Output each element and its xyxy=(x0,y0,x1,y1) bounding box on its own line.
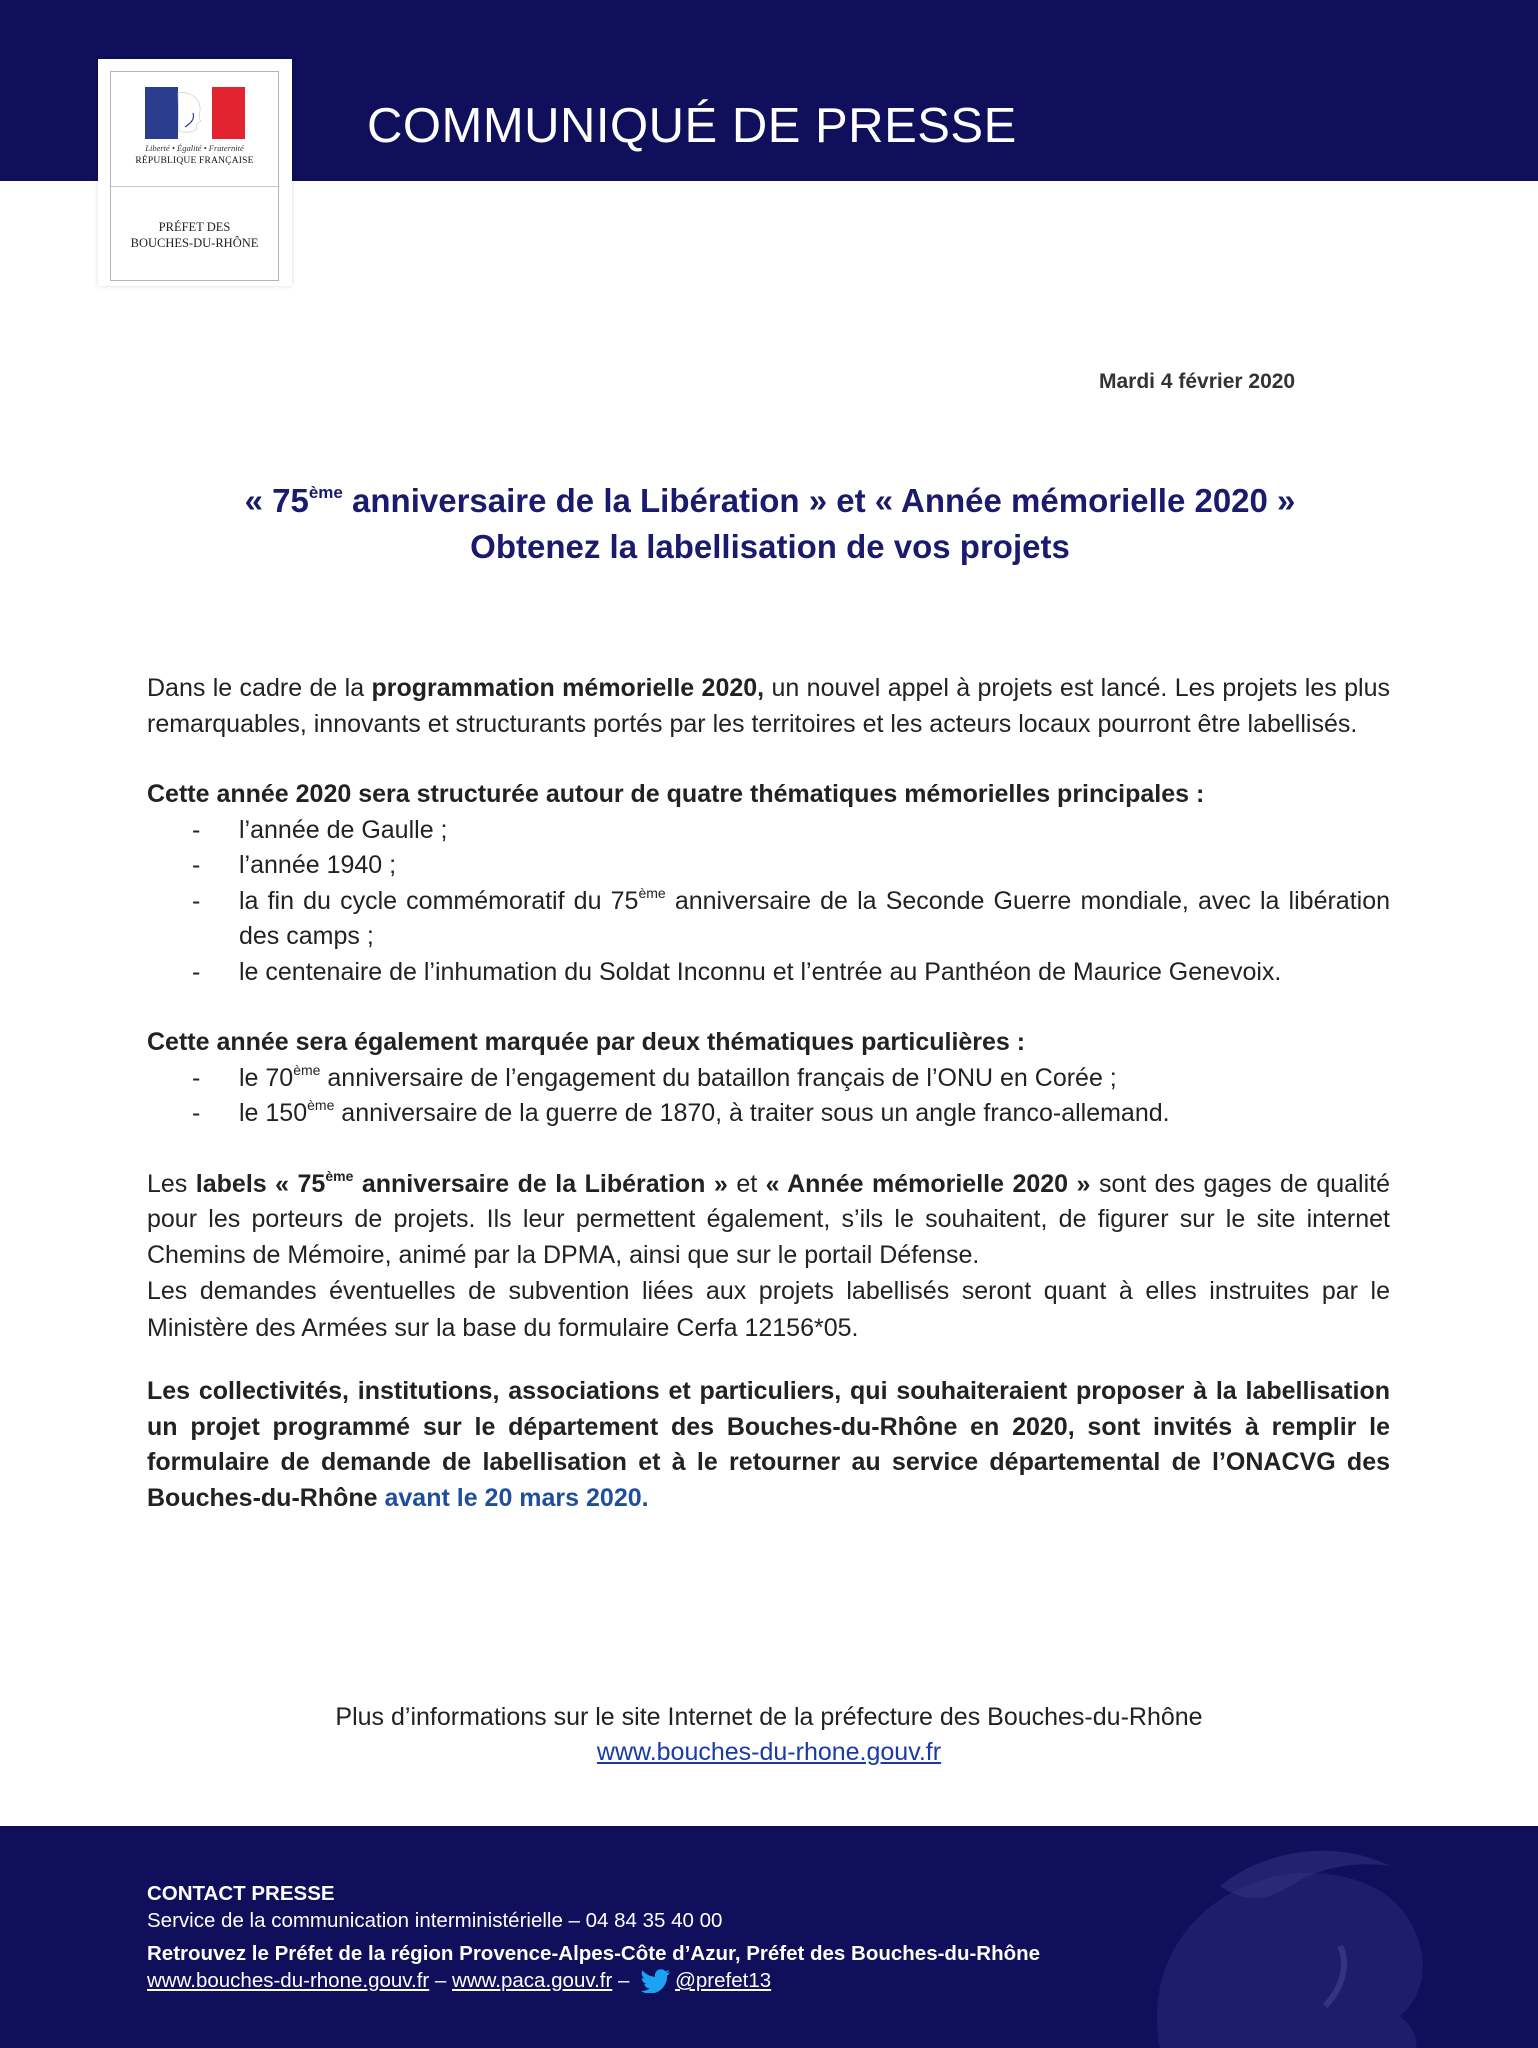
text-run-bold xyxy=(195,1167,728,1198)
list-item-text: l’année de Gaulle ; xyxy=(239,815,448,844)
twitter-bird-icon[interactable] xyxy=(641,1969,671,1993)
list-dash: - xyxy=(192,851,201,879)
text-run: sont des gages de qualité pour les porteurs de projets. Ils leur permettent également, s’ils le souhaitent, de figurer sur le site internet Chemins de Mémoire, animé par la DPMA, ainsi que sur le portail Défense. xyxy=(147,1169,1390,1269)
logo-frame xyxy=(110,71,279,281)
subvention-paragraph: Les demandes éventuelles de subvention liées aux projets labellisés seront quant à elles instruites par le Ministère des Armées sur la base du formulaire Cerfa 12156*05. xyxy=(147,1277,1390,1342)
press-release-body xyxy=(147,671,1390,1516)
list-item-text: l’année 1940 ; xyxy=(239,851,397,879)
more-info xyxy=(0,1700,1538,1770)
text-run: anniversaire de la Libération » xyxy=(353,1169,728,1198)
superscript: ème xyxy=(307,1097,335,1113)
prefet-label xyxy=(111,219,278,251)
link-separator: – xyxy=(429,1969,453,1992)
list-item-text: le centenaire de l’inhumation du Soldat Inconnu et l’entrée au Panthéon de Maurice Genevoix. xyxy=(239,957,1282,986)
text-run: Dans le cadre de la xyxy=(147,674,372,702)
list-item xyxy=(147,1096,1390,1132)
particular-list xyxy=(147,1061,1390,1132)
prefecture-website-link[interactable]: www.bouches-du-rhone.gouv.fr xyxy=(596,1738,942,1766)
retrouvez-line: Retrouvez le Préfet de la région Provence-Alpes-Côte d’Azur, Préfet des Bouches-du-Rhône xyxy=(147,1942,1041,1965)
text-run-bold: programmation mémorielle 2020, xyxy=(371,674,765,702)
list-item xyxy=(147,848,1390,884)
twitter-handle-link[interactable]: @prefet13 xyxy=(675,1969,772,1992)
link-separator: – xyxy=(612,1969,636,1992)
prefet-line-2: BOUCHES-DU-RHÔNE xyxy=(130,236,259,250)
list-item xyxy=(147,884,1390,955)
deadline-text: avant le 20 mars 2020. xyxy=(377,1483,649,1512)
text-run-bold: « Année mémorielle 2020 » xyxy=(765,1169,1091,1198)
logo-divider xyxy=(111,186,278,187)
text-run: Les xyxy=(147,1169,196,1198)
themes-heading xyxy=(147,777,1390,813)
list-item-text: anniversaire de la Seconde Guerre mondiale, avec la libération des camps ; xyxy=(239,886,1391,950)
list-dash: - xyxy=(192,886,201,915)
labels-paragraph xyxy=(147,1167,1390,1274)
list-dash: - xyxy=(192,1099,201,1127)
republic-motto: Liberté • Égalité • Fraternité xyxy=(145,143,244,153)
title-superscript: ème xyxy=(308,483,343,502)
superscript: ème xyxy=(293,1061,321,1078)
title-text: « 75 xyxy=(244,482,309,519)
list-item-text: la fin du cycle commémoratif du 75 xyxy=(239,886,639,915)
particular-heading xyxy=(147,1025,1390,1061)
text-run: un nouvel appel à projets est lancé. Les projets les plus remarquables, innovants et structurants portés par les territoires et les acteurs locaux pourront être labellisés. xyxy=(147,674,1390,738)
list-item xyxy=(147,1061,1390,1097)
superscript: ème xyxy=(325,1167,354,1184)
bouches-du-rhone-link[interactable]: www.bouches-du-rhone.gouv.fr xyxy=(147,1969,430,1992)
text-run: et xyxy=(727,1169,766,1198)
paca-link[interactable]: www.paca.gouv.fr xyxy=(452,1969,613,1992)
republic-logo-card xyxy=(98,59,292,286)
page-header-title: COMMUNIQUÉ DE PRESSE xyxy=(367,99,1017,153)
press-release-title xyxy=(140,478,1400,570)
list-dash: - xyxy=(192,1063,201,1092)
marianne-watermark-icon xyxy=(1040,1826,1460,2048)
list-dash: - xyxy=(192,957,201,986)
list-item-text: anniversaire de la guerre de 1870, à traiter sous un angle franco-allemand. xyxy=(334,1099,1170,1127)
list-item-text: anniversaire de l’engagement du bataillon français de l’ONU en Corée ; xyxy=(320,1063,1117,1092)
marianne-flag-icon xyxy=(145,87,245,139)
themes-list xyxy=(147,813,1390,991)
contact-line: Service de la communication interministérielle – 04 84 35 40 00 xyxy=(147,1909,723,1932)
text-run: labels « 75 xyxy=(195,1169,326,1198)
press-contact xyxy=(147,1880,1040,1994)
superscript: ème xyxy=(638,884,666,901)
list-item-text: le 70 xyxy=(239,1063,294,1092)
more-info-text: Plus d’informations sur le site Internet de la préfecture des Bouches-du-Rhône xyxy=(335,1703,1203,1731)
footer-links xyxy=(147,1967,1040,1994)
list-item xyxy=(147,813,1390,849)
list-dash: - xyxy=(192,815,201,844)
list-item-text: le 150 xyxy=(239,1099,308,1127)
release-date: Mardi 4 février 2020 xyxy=(1099,370,1296,393)
text-run-bold: Les collectivités, institutions, associations et particuliers, qui souhaiteraient proposer à la labellisation un projet programmé sur le département des Bouches-du-Rhône en 2020, sont invités à remplir le formulaire de demande de labellisation et à le retourner au service départemental de l’ONACVG des Bouches-du-Rhône xyxy=(147,1377,1390,1512)
intro-paragraph xyxy=(147,671,1390,742)
text-run-bold: Cette année 2020 sera structurée autour de quatre thématiques mémorielles principales : xyxy=(147,780,1205,808)
prefet-line-1: PRÉFET DES xyxy=(158,220,231,234)
list-item xyxy=(147,955,1390,991)
title-text: anniversaire de la Libération » et « Année mémorielle 2020 » xyxy=(342,482,1296,519)
contact-heading: CONTACT PRESSE xyxy=(147,1882,335,1905)
call-paragraph xyxy=(147,1374,1390,1516)
title-line-1 xyxy=(140,478,1400,524)
text-run-bold: Cette année sera également marquée par deux thématiques particulières : xyxy=(147,1028,1026,1056)
republic-name: RÉPUBLIQUE FRANÇAISE xyxy=(135,156,254,166)
title-line-2: Obtenez la labellisation de vos projets xyxy=(470,528,1070,565)
